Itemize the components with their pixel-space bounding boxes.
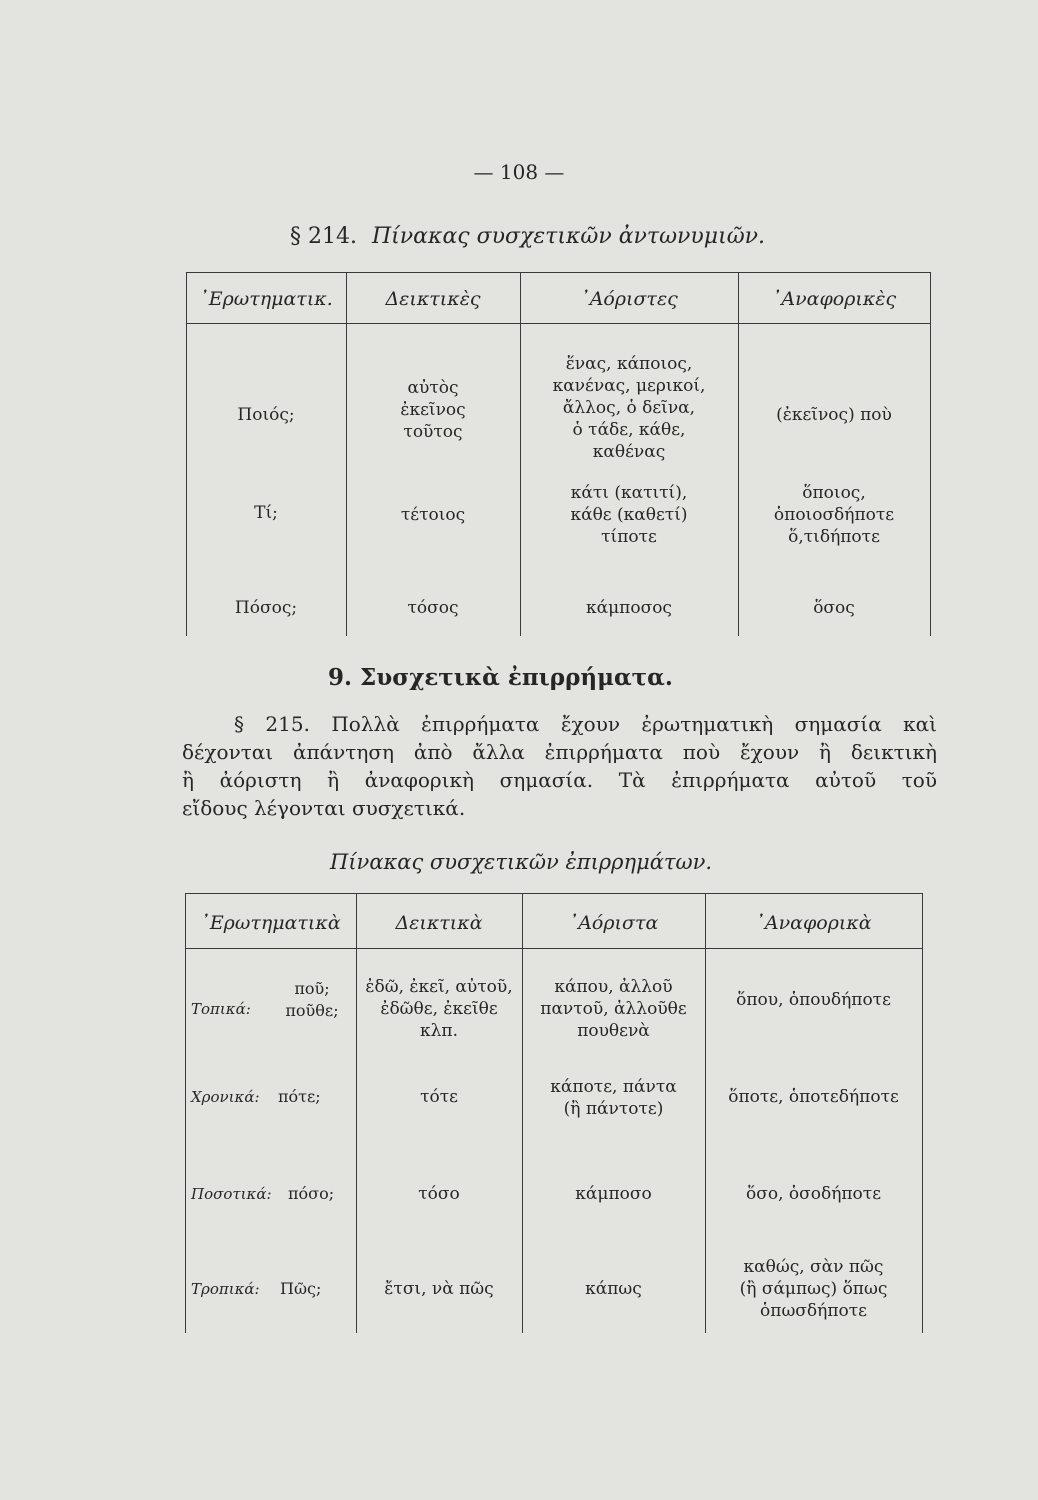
table1-header-interrogative: ᾿Ερωτηματικ. bbox=[199, 288, 333, 310]
table2-cell: κάμποσο bbox=[575, 1184, 652, 1204]
page-number: — 108 — bbox=[473, 160, 565, 184]
table2-cell: Πῶς; bbox=[280, 1279, 322, 1298]
table2-category: Τοπικά: bbox=[191, 1000, 251, 1018]
table2-cell: ἔτσι, νὰ πῶς bbox=[384, 1279, 494, 1299]
table1-cell: κάμποσος bbox=[586, 598, 672, 618]
table1-cell: (ἐκεῖνος) ποὺ bbox=[776, 405, 892, 425]
table1-cell: Τί; bbox=[254, 503, 278, 523]
table1-cell: κάτι (κατιτί), κάθε (καθετί) τίποτε bbox=[570, 483, 688, 547]
table2-header-demonstrative: Δεικτικὰ bbox=[395, 912, 483, 934]
table1-cell: τόσος bbox=[407, 598, 459, 618]
table1-header-indefinite: ᾿Αόριστες bbox=[580, 288, 678, 310]
table2-cell: πόσο; bbox=[288, 1184, 335, 1203]
table2-cell: τόσο bbox=[418, 1184, 460, 1204]
table1-cell: τέτοιος bbox=[400, 505, 466, 525]
table2-category: Τροπικά: bbox=[191, 1280, 260, 1298]
table2-cell: κάπως bbox=[585, 1279, 642, 1299]
table1-cell: Πόσος; bbox=[234, 598, 298, 618]
paragraph-line: § 215. Πολλὰ ἐπιρρήματα ἔχουν ἐρωτηματικὴ σημασία καὶ bbox=[234, 712, 937, 736]
table2-cell: κάποτε, πάντα (ἢ πάντοτε) bbox=[550, 1077, 677, 1119]
paragraph-line: ἢ ἀόριστη ἢ ἀναφορικὴ σημασία. Τὰ ἐπιρρήματα αὐτοῦ τοῦ bbox=[182, 768, 937, 792]
table2-cell: ἐδῶ, ἐκεῖ, αὐτοῦ, ἐδῶθε, ἐκεῖθε κλπ. bbox=[365, 977, 513, 1041]
table1-header-demonstrative: Δεικτικὲς bbox=[385, 288, 481, 310]
table2-category: Ποσοτικά: bbox=[191, 1185, 272, 1203]
table2-cell: ὅποτε, ὁποτεδήποτε bbox=[728, 1087, 899, 1107]
section-9-title: 9. Συσχετικὰ ἐπιρρήματα. bbox=[328, 664, 673, 691]
section-214-heading bbox=[290, 224, 765, 249]
table1-header-relative: ᾿Αναφορικὲς bbox=[771, 288, 897, 310]
table2-header-interrogative: ᾿Ερωτηματικὰ bbox=[200, 912, 341, 934]
paragraph-line: δέχονται ἀπάντηση ἀπὸ ἄλλα ἐπιρρήματα ποὺ ἔχουν ἢ δεικτικὴ bbox=[182, 740, 937, 764]
table1-cell: ὅσος bbox=[813, 598, 855, 618]
table1-cell: αὐτὸς ἐκεῖνος τοῦτος bbox=[400, 378, 466, 442]
table2-cell: κάπου, ἀλλοῦ παντοῦ, ἀλλοῦθε πουθενὰ bbox=[540, 977, 687, 1041]
table1-cell: ἕνας, κάποιος, κανένας, μερικοί, ἄλλος, ὁ δεῖνα, ὁ τάδε, κάθε, καθένας bbox=[552, 354, 706, 462]
table2-title: Πίνακας συσχετικῶν ἐπιρρημάτων. bbox=[330, 850, 713, 874]
table2-cell: ποῦ; ποῦθε; bbox=[285, 979, 339, 1020]
table1-cell: ὅποιος, ὁποιοσδήποτε ὅ,τιδήποτε bbox=[773, 483, 895, 547]
table1-cell: Ποιός; bbox=[237, 405, 295, 425]
table2-cell: πότε; bbox=[278, 1087, 321, 1106]
table2-header-indefinite: ᾿Αόριστα bbox=[568, 912, 659, 934]
table2-cell: καθώς, σὰν πῶς (ἢ σάμπως) ὅπως ὁπωσδήποτε bbox=[739, 1257, 888, 1321]
section-number: § 214. bbox=[290, 224, 357, 249]
paragraph-line: εἴδους λέγονται συσχετικά. bbox=[182, 796, 466, 820]
table2-header-relative: ᾿Αναφορικὰ bbox=[755, 912, 872, 934]
section-title: Πίνακας συσχετικῶν ἀντωνυμιῶν. bbox=[371, 224, 766, 249]
table2-cell: ὅπου, ὁπουδήποτε bbox=[736, 990, 891, 1010]
table2-cell: τότε bbox=[420, 1087, 458, 1107]
table2-cell: ὅσο, ὁσοδήποτε bbox=[746, 1184, 881, 1204]
table2-category: Χρονικά: bbox=[191, 1088, 260, 1106]
section-215-paragraph bbox=[182, 710, 937, 822]
